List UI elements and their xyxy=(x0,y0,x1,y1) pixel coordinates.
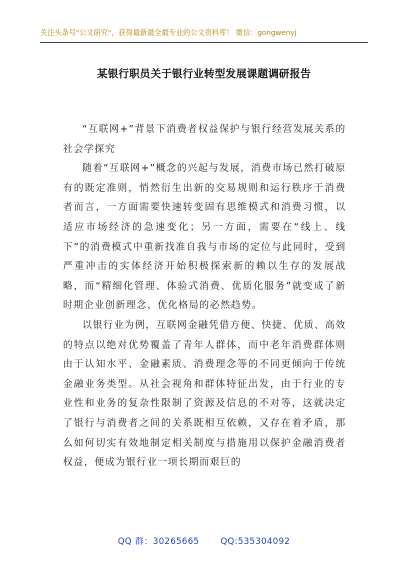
header-divider xyxy=(40,42,368,43)
document-body xyxy=(63,120,346,473)
header-banner: 关注头条号"公文研究"，获得最新最全最专业的公文资料库！ 微信：gongwenyj xyxy=(40,28,297,37)
paragraph-2: 以银行业为例，互联网金融凭借方便、快捷、优质、高效的特点以绝对优势覆盖了青年人群体，而中老年消费群体则由于认知水平、金融素质、消费理念等的不同更倾向于传统金融业务类型。从社会视角和群体特征出发，由于行业的专业性和业务的复杂性限制了资源及信息的不对等，这就决定了银行与消费者之间的关系既相互依赖，又存在着矛盾，那么如何切实有效地制定相关制度与措施用以保护金融消费者权益，便成为银行业一项长期而艰巨的 xyxy=(63,319,346,469)
paragraph-1: 随着“互联网+”概念的兴起与发展，消费市场已然打破原有的既定准则，悄然衍生出新的交易规则和运行秩序于消费者而言，一方面需要快速转变固有思维模式和消费习惯，以适应市场经济的急速变化；另一方面，需要在“线上、线下”的消费模式中重新找准自我与市场的定位与此同时，受到严重冲击的实体经济开始积极探索新的赖以生存的发展战略，而“精细化管理、体验式消费、优质化服务”就变成了新时期企业创新理念、优化格局的必然趋势。 xyxy=(63,163,346,312)
footer-contact xyxy=(0,535,408,547)
footer-qq-group: QQ 群：30265665 xyxy=(117,537,200,547)
document-title: 某银行职员关于银行业转型发展课题调研报告 xyxy=(97,68,311,80)
footer-qq-number: QQ:535304092 xyxy=(220,537,291,547)
paragraph-subtitle: “互联网+”背景下消费者权益保护与银行经营发展关系的社会学探究 xyxy=(63,124,346,155)
